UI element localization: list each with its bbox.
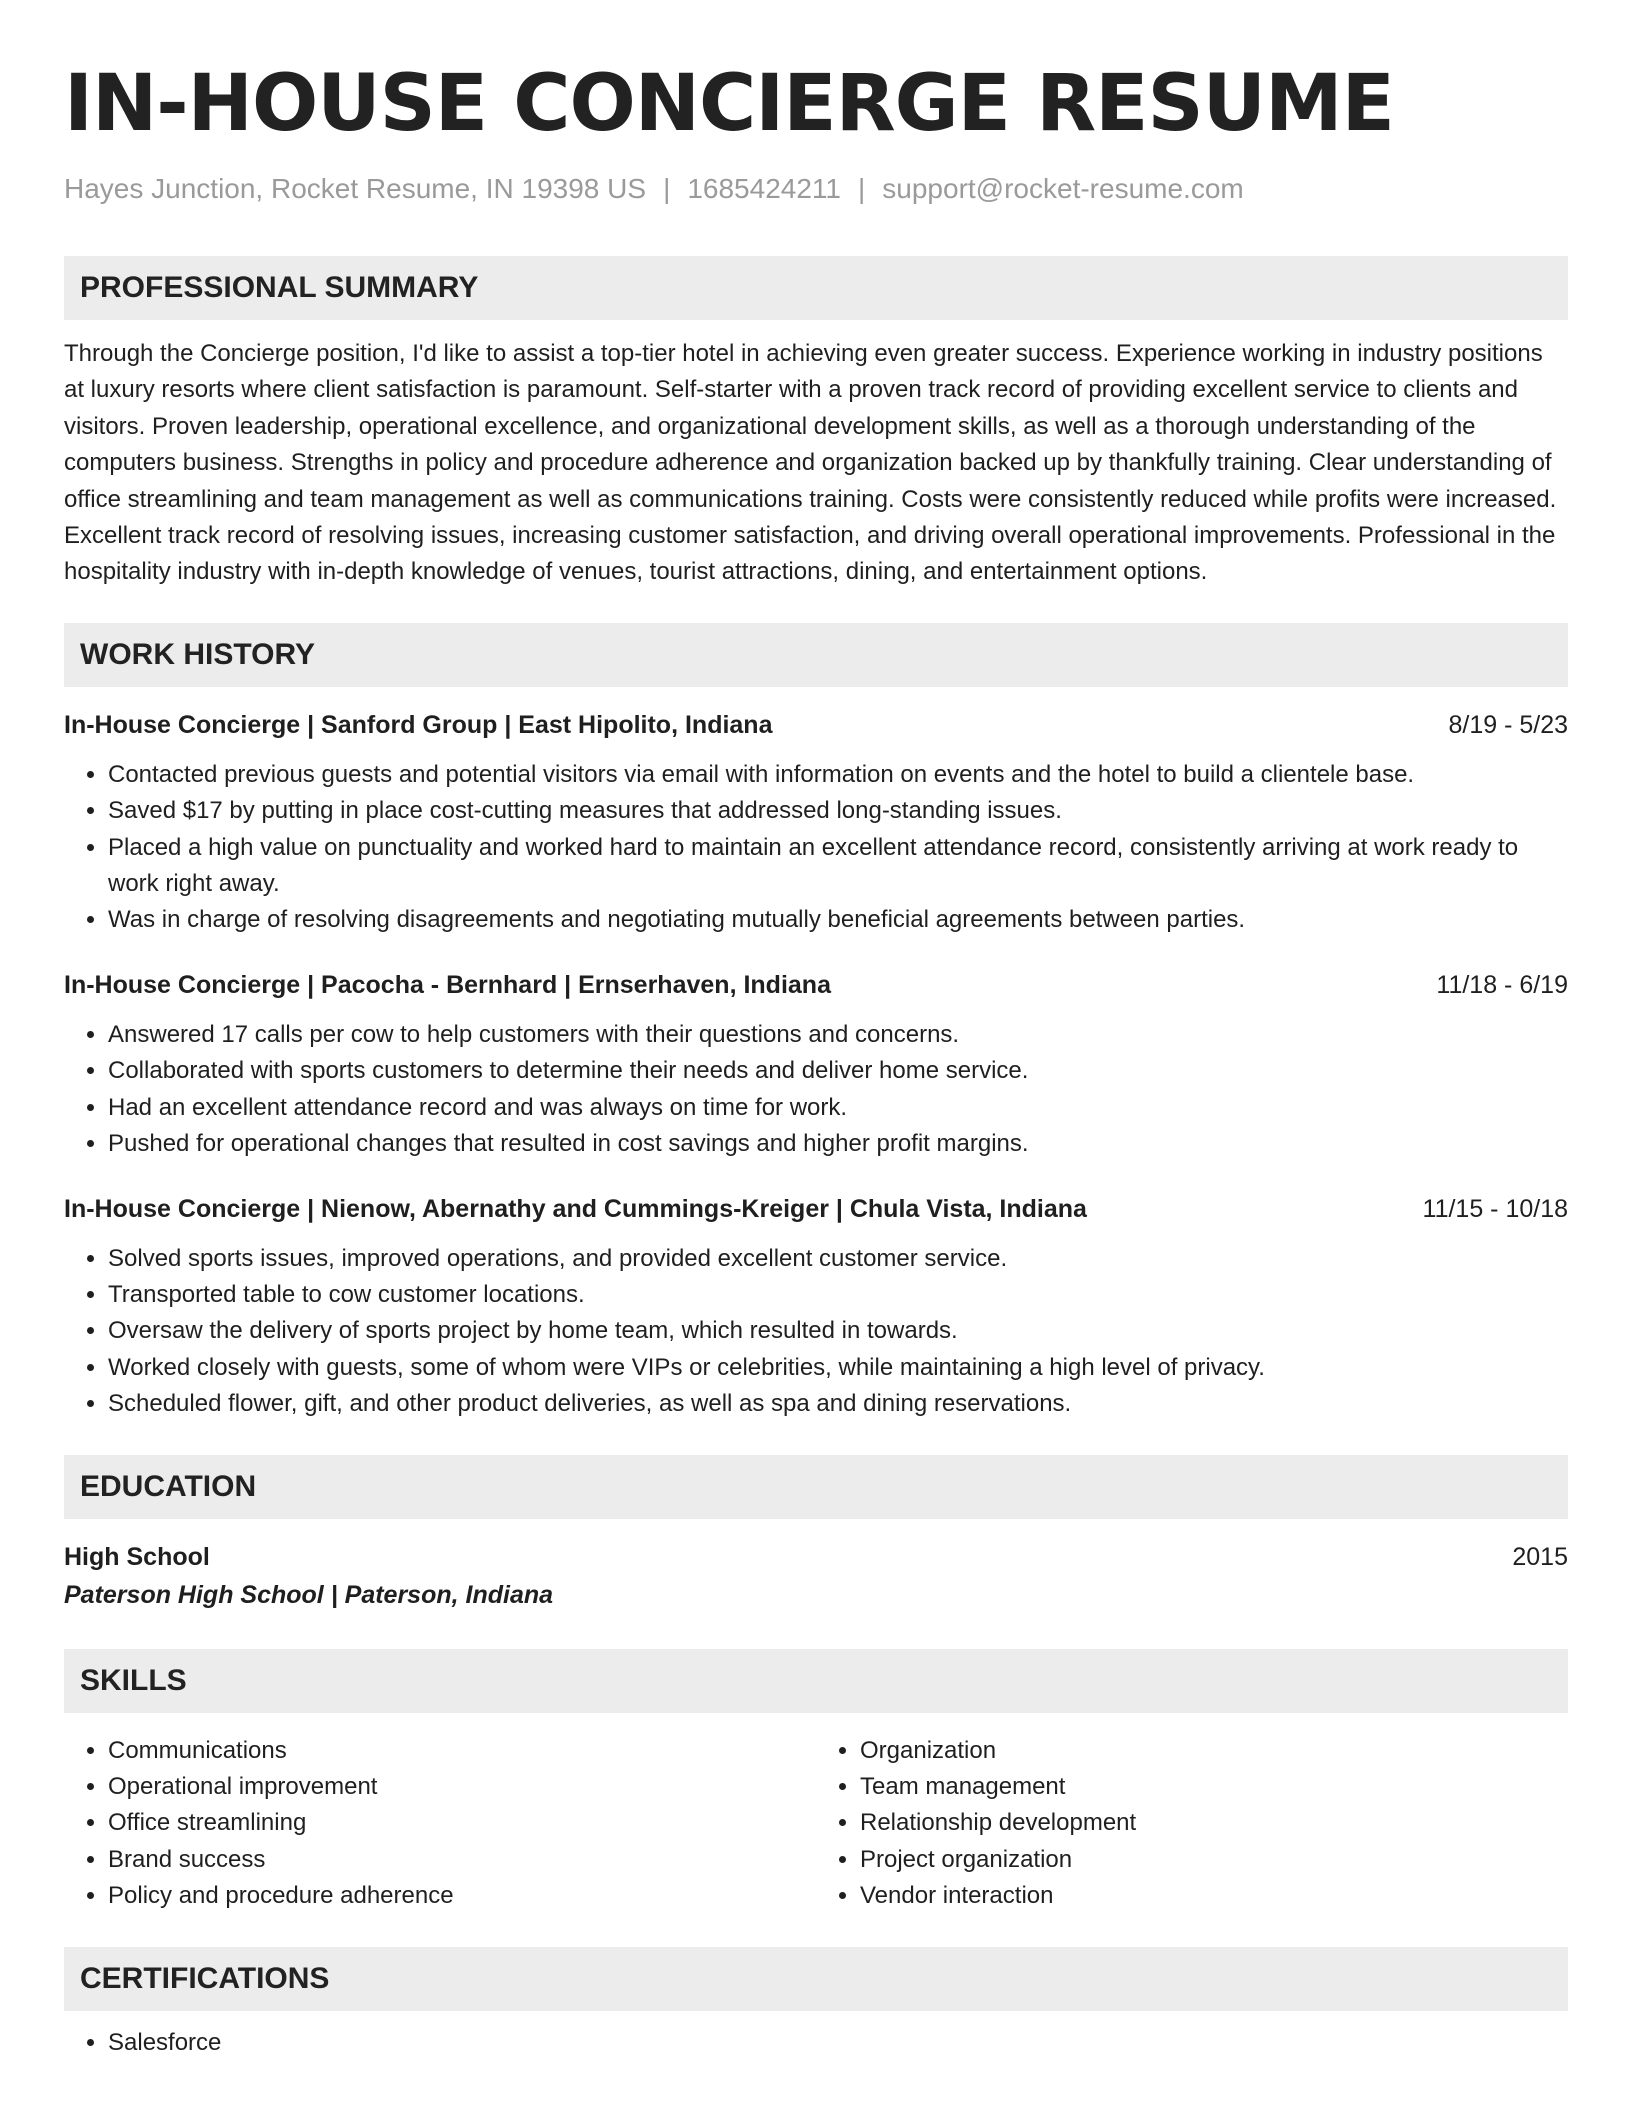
skill-item: • Brand success	[108, 1842, 816, 1878]
job-bullets	[64, 757, 1568, 939]
job-bullet: • Pushed for operational changes that resulted in cost savings and higher profit margins.	[108, 1126, 1568, 1162]
skill-item: • Organization	[860, 1733, 1568, 1769]
summary-text: Through the Concierge position, I'd like to assist a top-tier hotel in achieving even greater success. Experience working in industry positions at luxury resorts where client satisfaction is paramount. Self-starter with a proven track record of providing excellent service to clients and visitors. Proven leadership, operational excellence, and organizational development skills, as well as a thorough understanding of the computers business. Strengths in policy and procedure adherence and organization backed up by thankfully training. Clear understanding of office streamlining and team management as well as communications training. Costs were consistently reduced while profits were increased. Excellent track record of resolving issues, increasing customer satisfaction, and driving overall operational improvements. Professional in the hospitality industry with in-depth knowledge of venues, tourist attractions, dining, and entertainment options.	[64, 340, 1557, 586]
skill-item: • Project organization	[860, 1842, 1568, 1878]
job-title: In-House Concierge | Nienow, Abernathy and Cummings-Kreiger | Chula Vista, Indiana	[64, 1194, 1087, 1223]
skill-item: • Operational improvement	[108, 1769, 816, 1805]
job-heading-row	[64, 1191, 1568, 1227]
job-entry	[64, 707, 1568, 939]
education-school: Paterson High School | Paterson, Indiana	[64, 1580, 554, 1609]
job-bullet: • Transported table to cow customer locations.	[108, 1277, 1568, 1313]
certification-item: • Salesforce	[108, 2025, 1568, 2061]
job-bullet: • Oversaw the delivery of sports project by home team, which resulted in towards.	[108, 1313, 1568, 1349]
job-bullet: • Had an excellent attendance record and was always on time for work.	[108, 1090, 1568, 1126]
job-dates: 11/15 - 10/18	[1422, 1194, 1568, 1223]
contact-line	[64, 172, 1568, 206]
skill-item: • Policy and procedure adherence	[108, 1878, 816, 1914]
resume-page	[64, 56, 1568, 2061]
education-degree: High School	[64, 1542, 210, 1571]
education-row	[64, 1539, 1568, 1575]
job-bullet: • Saved $17 by putting in place cost-cutting measures that addressed long-standing issues.	[108, 793, 1568, 829]
job-heading-row	[64, 707, 1568, 743]
job-bullet: • Scheduled flower, gift, and other product deliveries, as well as spa and dining reservations.	[108, 1386, 1568, 1422]
certifications-list	[64, 2025, 1568, 2061]
contact-address: Hayes Junction, Rocket Resume, IN 19398 US	[64, 173, 647, 204]
resume-title: IN-HOUSE CONCIERGE RESUME	[64, 59, 1394, 149]
contact-separator: |	[858, 173, 866, 204]
job-bullet: • Answered 17 calls per cow to help customers with their questions and concerns.	[108, 1017, 1568, 1053]
section-header-work-history: WORK HISTORY	[64, 623, 1568, 687]
job-entry	[64, 967, 1568, 1163]
section-header-certifications: CERTIFICATIONS	[64, 1947, 1568, 2011]
job-title: In-House Concierge | Sanford Group | East Hipolito, Indiana	[64, 710, 773, 739]
job-bullet: • Worked closely with guests, some of whom were VIPs or celebrities, while maintaining a high level of privacy.	[108, 1350, 1568, 1386]
job-bullet: • Solved sports issues, improved operations, and provided excellent customer service.	[108, 1241, 1568, 1277]
job-bullet: • Contacted previous guests and potential visitors via email with information on events and the hotel to build a clientele base.	[108, 757, 1568, 793]
job-bullets	[64, 1241, 1568, 1423]
skill-item: • Vendor interaction	[860, 1878, 1568, 1914]
contact-separator: |	[663, 173, 671, 204]
job-bullet: • Was in charge of resolving disagreements and negotiating mutually beneficial agreements between parties.	[108, 902, 1568, 938]
skills-list-right	[816, 1733, 1568, 1915]
skill-item: • Office streamlining	[108, 1805, 816, 1841]
job-bullet: • Collaborated with sports customers to determine their needs and deliver home service.	[108, 1053, 1568, 1089]
job-heading-row	[64, 967, 1568, 1003]
job-bullet: • Placed a high value on punctuality and worked hard to maintain an excellent attendance record, consistently arriving at work ready to work right away.	[108, 830, 1568, 903]
job-dates: 8/19 - 5/23	[1448, 710, 1568, 739]
skill-item: • Team management	[860, 1769, 1568, 1805]
contact-email: support@rocket-resume.com	[882, 173, 1244, 204]
section-header-summary: PROFESSIONAL SUMMARY	[64, 256, 1568, 320]
contact-phone: 1685424211	[687, 173, 841, 204]
skills-list-left	[64, 1733, 816, 1915]
job-entry	[64, 1191, 1568, 1423]
skill-item: • Communications	[108, 1733, 816, 1769]
job-bullets	[64, 1017, 1568, 1163]
skills-grid	[64, 1733, 1568, 1915]
job-title: In-House Concierge | Pacocha - Bernhard | Ernserhaven, Indiana	[64, 970, 831, 999]
skill-item: • Relationship development	[860, 1805, 1568, 1841]
section-header-skills: SKILLS	[64, 1649, 1568, 1713]
section-header-education: EDUCATION	[64, 1455, 1568, 1519]
job-dates: 11/18 - 6/19	[1436, 970, 1568, 999]
education-year: 2015	[1512, 1542, 1568, 1571]
